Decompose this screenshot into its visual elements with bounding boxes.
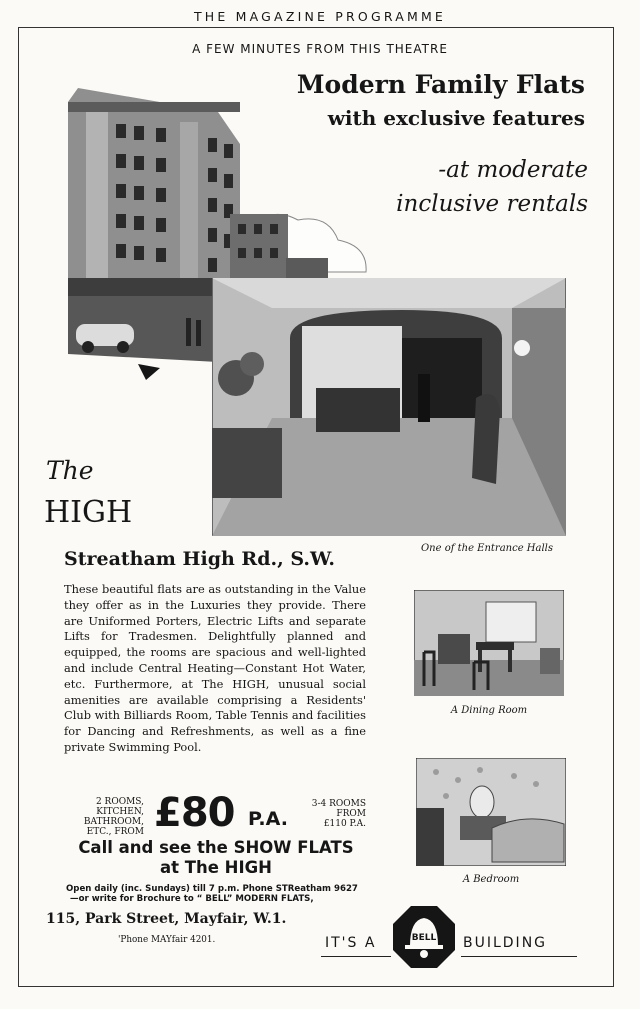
two-room-details	[64, 797, 144, 837]
detail-line: BATHROOM,	[83, 817, 144, 827]
logo-text-right: BUILDING	[463, 935, 548, 951]
dining-room-photo	[414, 590, 564, 696]
subheadline: with exclusive features	[327, 106, 585, 130]
street-address-heading: Streatham High Rd., S.W.	[64, 548, 335, 570]
show-flats-callout	[66, 838, 366, 878]
opening-hours	[66, 884, 358, 904]
detail-line: FROM	[336, 809, 366, 819]
tagline	[396, 153, 588, 221]
bedroom-photo	[416, 758, 566, 866]
intro-line: A FEW MINUTES FROM THIS THEATRE	[192, 42, 448, 56]
office-address: 115, Park Street, Mayfair, W.1.	[46, 911, 287, 927]
detail-line: KITCHEN,	[96, 807, 144, 817]
price-unit: P.A.	[248, 808, 288, 830]
detail-line: £110 P.A.	[323, 819, 366, 829]
tagline-line: inclusive rentals	[396, 191, 588, 217]
entrance-hall-photo	[212, 278, 566, 536]
callout-line: Call and see the SHOW FLATS	[78, 838, 354, 857]
logo-text-left: IT'S A	[325, 935, 377, 951]
price: £80	[154, 790, 235, 836]
detail-line: ETC., FROM	[86, 827, 144, 837]
hours-line: —or write for Brochure to “ BELL” MODERN FLATS,	[70, 894, 314, 904]
magazine-header: THE MAGAZINE PROGRAMME	[193, 9, 447, 24]
bell-mark-text: BELL	[411, 933, 437, 943]
logo-rule	[461, 956, 577, 957]
headline: Modern Family Flats	[296, 70, 585, 99]
office-phone: 'Phone MAYfair 4201.	[118, 935, 216, 945]
caption-entrance-hall: One of the Entrance Halls	[420, 543, 554, 554]
development-name-high: HIGH	[44, 495, 133, 530]
caption-bedroom: A Bedroom	[462, 874, 520, 885]
hours-line: Open daily (inc. Sundays) till 7 p.m. Phone STReatham 9627	[66, 884, 358, 894]
detail-line: 3-4 ROOMS	[311, 799, 366, 809]
bell-building-logo	[321, 930, 577, 956]
description-text	[64, 582, 366, 756]
bell-icon	[391, 904, 457, 970]
callout-line: at The HIGH	[159, 858, 272, 877]
logo-rule	[321, 956, 391, 957]
description-paragraph: These beautiful flats are as outstanding in the Value they offer as in the Luxuries they provide. There are Uniformed Porters, Electric Lifts and separate Lifts for Tradesmen. Delightfully planned and equipped, the rooms are spacious and well-lighted and include Central Heating—Constant Hot Water, etc. Furthermore, at The HIGH, unusual social amenities are available comprising a Residents' Club with Billiards Room, Table Tennis and facilities for Dancing and Refreshments, as well as a fine private Swimming Pool.	[64, 582, 367, 754]
tagline-line: -at moderate	[438, 157, 588, 183]
development-name-the: The	[46, 456, 94, 485]
detail-line: 2 ROOMS,	[95, 797, 144, 807]
larger-flat-details	[298, 799, 366, 829]
caption-dining-room: A Dining Room	[450, 705, 528, 716]
